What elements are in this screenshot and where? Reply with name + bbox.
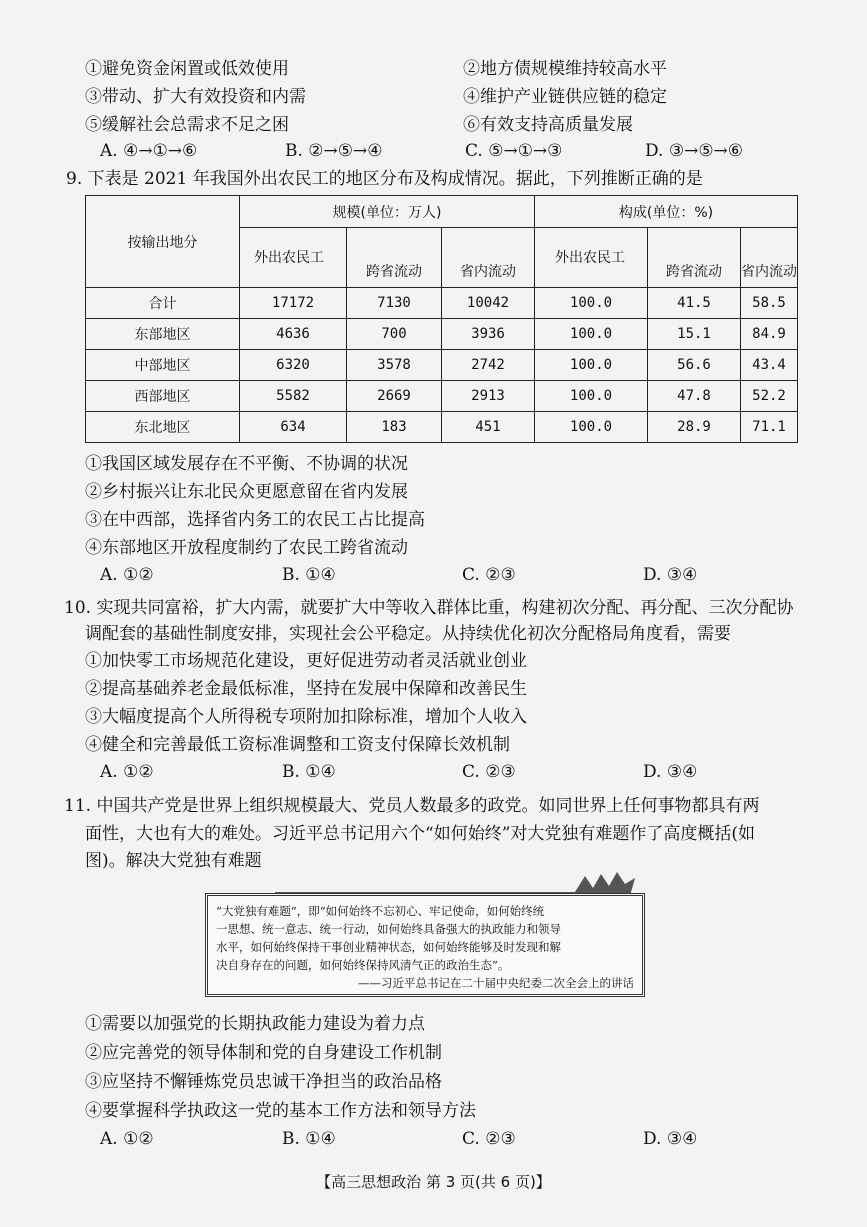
quote-box [205,893,645,997]
cell: 41.5 [648,288,741,319]
table-row [86,412,798,443]
q10-item-3: ③大幅度提高个人所得税专项附加扣除标准，增加个人收入 [85,707,527,727]
cell: 100.0 [535,288,648,319]
quote-line: 决自身存在的问题，如何始终保持风清气正的政治生态”。 [216,958,510,972]
q8-item-6: ⑥有效支持高质量发展 [463,115,633,135]
q9-options [100,565,800,587]
cell: 6320 [240,350,347,381]
cell: 2742 [442,350,535,381]
cell: 5582 [240,381,347,412]
q8-option-c[interactable]: C. ⑤→①→③ [465,141,563,161]
q8-item-5: ⑤缓解社会总需求不足之困 [85,115,289,135]
cell: 3578 [347,350,442,381]
q10-options [100,762,800,784]
cell: 15.1 [648,319,741,350]
q11-item-4: ④要掌握科学执政这一党的基本工作方法和领导方法 [85,1101,476,1121]
cell: 84.9 [741,319,798,350]
cell: 100.0 [535,319,648,350]
q8-item-2: ②地方债规模维持较高水平 [463,59,667,79]
quote-line: “大党独有难题”，即“如何始终不忘初心、牢记使命，如何始终统 [216,904,545,918]
cell: 634 [240,412,347,443]
cell: 56.6 [648,350,741,381]
cell: 183 [347,412,442,443]
cell: 2669 [347,381,442,412]
row-label: 中部地区 [86,350,240,381]
q9-item-2: ②乡村振兴让东北民众更愿意留在省内发展 [85,482,408,502]
q11-item-3: ③应坚持不懈锤炼党员忠诚干净担当的政治品格 [85,1072,442,1092]
cell: 100.0 [535,381,648,412]
q11-option-b[interactable]: B. ①④ [282,1129,336,1149]
table-row [86,288,798,319]
q9-option-b[interactable]: B. ①④ [282,565,336,585]
cell: 7130 [347,288,442,319]
q9-item-3: ③在中西部，选择省内务工的农民工占比提高 [85,510,425,530]
q8-option-d[interactable]: D. ③→⑤→⑥ [645,141,744,161]
q9-table [85,195,798,443]
cell: 17172 [240,288,347,319]
cell: 28.9 [648,412,741,443]
row-label: 东部地区 [86,319,240,350]
q9-option-c[interactable]: C. ②③ [462,565,516,585]
cell: 3936 [442,319,535,350]
q8-option-a[interactable]: A. ④→①→⑥ [100,141,198,161]
row-label: 东北地区 [86,412,240,443]
q11-option-a[interactable]: A. ①② [100,1129,154,1149]
q11-options [100,1129,800,1151]
cell: 4636 [240,319,347,350]
cell: 52.2 [741,381,798,412]
cell: 451 [442,412,535,443]
q9-stem: 9. 下表是 2021 年我国外出农民工的地区分布及构成情况。据此，下列推断正确的是 [66,169,703,189]
quote-source: ——习近平总书记在二十届中央纪委二次全会上的讲话 [358,976,634,990]
q9-option-d[interactable]: D. ③④ [643,565,698,585]
q8-item-1: ①避免资金闲置或低效使用 [85,59,289,79]
cell: 43.4 [741,350,798,381]
quote-line: 一思想、统一意志、统一行动，如何始终具备强大的执政能力和领导 [216,922,561,936]
q10-option-c[interactable]: C. ②③ [462,762,516,782]
cell: 47.8 [648,381,741,412]
table-group-scale: 规模(单位：万人) [240,196,535,228]
quote-line: 水平，如何始终保持干事创业精神状态，如何始终能够及时发现和解 [216,940,561,954]
q8-item-3: ③带动、扩大有效投资和内需 [85,87,306,107]
table-corner: 按输出地分 [86,196,240,288]
row-label: 合计 [86,288,240,319]
q10-option-d[interactable]: D. ③④ [643,762,698,782]
q9-item-4: ④东部地区开放程度制约了农民工跨省流动 [85,538,408,558]
q11-stem-line-1: 11. 中国共产党是世界上组织规模最大、党员人数最多的政党。如同世界上任何事物都具有两 [64,796,760,816]
q11-item-1: ①需要以加强党的长期执政能力建设为着力点 [85,1014,425,1034]
cell: 10042 [442,288,535,319]
col-within-scale: 省内流动 [442,228,535,288]
q11-option-c[interactable]: C. ②③ [462,1129,516,1149]
q8-item-4: ④维护产业链供应链的稳定 [463,87,667,107]
row-label: 西部地区 [86,381,240,412]
col-cross-share: 跨省流动 [648,228,741,288]
q9-option-a[interactable]: A. ①② [100,565,154,585]
table-group-share: 构成(单位：%) [535,196,798,228]
col-cross-scale: 跨省流动 [347,228,442,288]
q11-item-2: ②应完善党的领导体制和党的自身建设工作机制 [85,1043,442,1063]
cell: 100.0 [535,350,648,381]
q8-options [100,141,800,163]
cell: 71.1 [741,412,798,443]
col-total-share: 外出农民工 [535,228,648,288]
table-row [86,381,798,412]
q11-stem-line-3: 图)。解决大党独有难题 [85,851,262,871]
q10-item-1: ①加快零工市场规范化建设，更好促进劳动者灵活就业创业 [85,651,527,671]
cell: 700 [347,319,442,350]
page-footer: 【高三思想政治 第 3 页(共 6 页)】 [316,1173,551,1191]
q10-stem-line-1: 10. 实现共同富裕，扩大内需，就要扩大中等收入群体比重，构建初次分配、再分配、三次分配协 [64,598,794,618]
q10-item-2: ②提高基础养老金最低标准，坚持在发展中保障和改善民生 [85,679,527,699]
table-row [86,319,798,350]
cell: 58.5 [741,288,798,319]
q8-option-b[interactable]: B. ②→⑤→④ [285,141,383,161]
q10-item-4: ④健全和完善最低工资标准调整和工资支付保障长效机制 [85,735,510,755]
q9-item-1: ①我国区域发展存在不平衡、不协调的状况 [85,454,408,474]
q10-option-b[interactable]: B. ①④ [282,762,336,782]
col-total-scale: 外出农民工 [240,228,347,288]
q11-option-d[interactable]: D. ③④ [643,1129,698,1149]
cell: 100.0 [535,412,648,443]
q11-stem-line-2: 面性，大也有大的难处。习近平总书记用六个“如何始终”对大党独有难题作了高度概括(如 [85,824,756,844]
cell: 2913 [442,381,535,412]
q10-option-a[interactable]: A. ①② [100,762,154,782]
col-within-share: 省内流动 [741,228,798,288]
q10-stem-line-2: 调配套的基础性制度安排，实现社会公平稳定。从持续优化初次分配格局角度看，需要 [85,624,731,644]
table-row [86,350,798,381]
